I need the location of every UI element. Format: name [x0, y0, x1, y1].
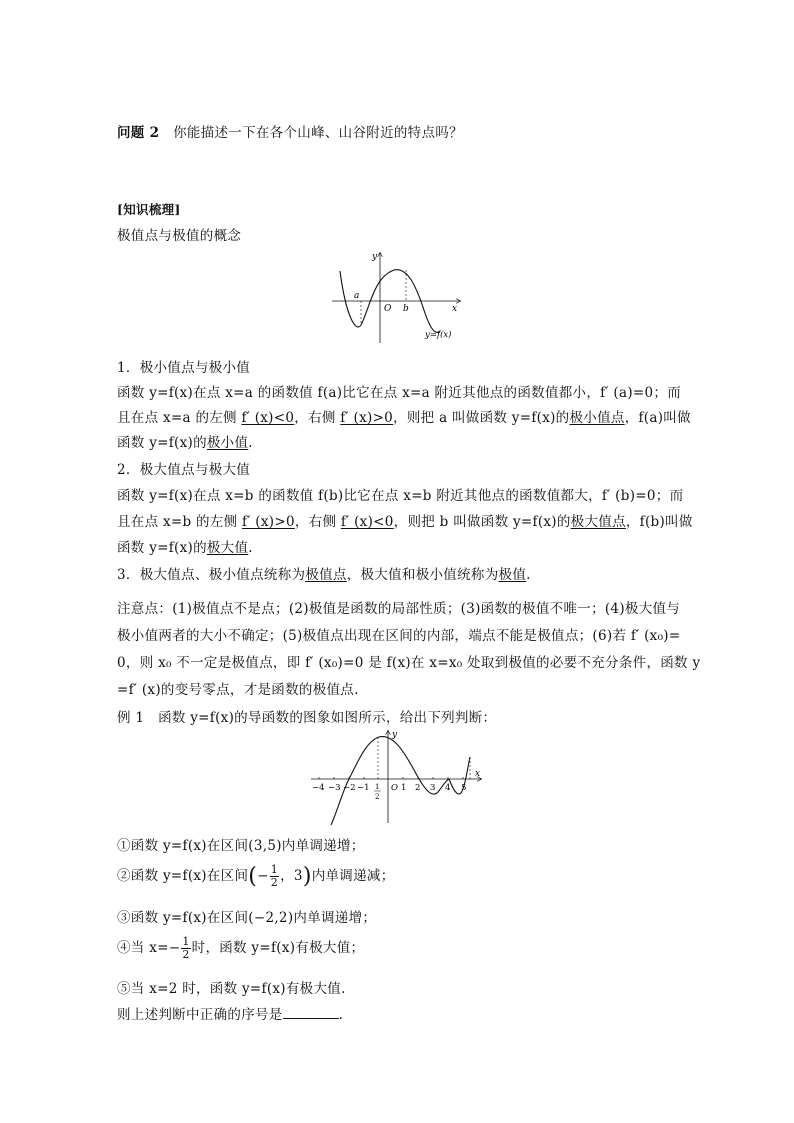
- statement-3: ③函数 y=f(x)在区间(−2,2)内单调递增；: [117, 910, 377, 926]
- answer-blank[interactable]: [283, 1006, 339, 1019]
- p2-l2c: ，右侧: [294, 514, 341, 530]
- p2-l3a: 函数 y=f(x)的: [117, 540, 207, 556]
- section-subtitle: 极值点与极值的概念: [117, 228, 242, 244]
- fraction-denominator: 2: [270, 876, 279, 889]
- p1-l2g: ，f(a)叫做: [624, 410, 691, 426]
- tick-label: −3: [328, 783, 341, 793]
- p3-c: ，极大值和极小值统称为: [346, 567, 499, 583]
- tick-label: −4: [312, 783, 325, 793]
- label-y-2: y: [392, 730, 398, 740]
- fraction-numerator: 1: [270, 863, 279, 876]
- note-line2: 极小值两者的大小不确定；(5)极值点出现在区间的内部，端点不能是极值点；(6)若 f′ (x₀)=: [117, 628, 681, 644]
- note-line3: 0，则 x₀ 不一定是极值点，即 f′ (x₀)=0 是 f(x)在 x=x₀ 处取到极值的必要不充分条件，函数 y: [117, 655, 701, 671]
- p2-l2g: ，f(b)叫做: [625, 514, 693, 530]
- p2-heading: 2．极大值点与极大值: [117, 462, 251, 478]
- derivative-figure: [309, 727, 489, 825]
- statement-2: [117, 864, 395, 889]
- statement-4-prefix: ④当 x=−: [117, 940, 181, 956]
- label-fx: y=f(x): [425, 330, 452, 340]
- p2-l2a: 且在点 x=b 的左侧: [117, 514, 243, 530]
- extrema-figure: [328, 247, 468, 347]
- p1-blank-minpoint: 极小值点: [569, 410, 625, 426]
- p1-line3: [117, 431, 253, 451]
- section-tag: [知识梳理]: [117, 202, 181, 217]
- label-a: a: [354, 291, 360, 301]
- statement-2-suffix: 内单调递减；: [311, 868, 395, 884]
- right-paren: ): [302, 864, 312, 889]
- p2-blank-maxpoint: 极大值点: [570, 514, 626, 530]
- p1-blank-right: f′ (x)>0: [340, 410, 394, 426]
- p1-heading: 1．极小值点与极小值: [117, 360, 251, 376]
- p3-e: .: [526, 567, 531, 583]
- left-paren: (: [248, 864, 258, 889]
- label-x-2: x: [475, 769, 481, 779]
- p1-blank-left: f′ (x)<0: [241, 410, 295, 426]
- fraction-half: [270, 864, 279, 889]
- example-text: 函数 y=f(x)的导函数的图象如图所示，给出下列判断：: [158, 710, 497, 726]
- p2-line3: [117, 536, 253, 556]
- question-text: 你能描述一下在各个山峰、山谷附近的特点吗？: [173, 125, 463, 141]
- p2-blank-right: f′ (x)<0: [340, 514, 394, 530]
- p1-l2c: ，右侧: [294, 410, 341, 426]
- p3-blank-extvalue: 极值: [498, 567, 527, 583]
- p2-line2: [117, 510, 693, 530]
- answer-prompt: [117, 1003, 343, 1023]
- minus-sign: −: [257, 868, 269, 884]
- statement-5: ⑤当 x=2 时，函数 y=f(x)有极大值.: [117, 981, 346, 997]
- question-2: [117, 121, 463, 141]
- tick-label: 2: [415, 783, 421, 793]
- statement-2-prefix: ②函数 y=f(x)在区间: [117, 868, 249, 884]
- label-origin: O: [384, 304, 392, 314]
- half-denominator: 2: [375, 793, 380, 801]
- tick-label: O: [391, 783, 398, 793]
- tick-label: 5: [461, 783, 467, 793]
- label-x: x: [452, 304, 458, 314]
- p1-line1: 函数 y=f(x)在点 x=a 的函数值 f(a)比它在点 x=a 附近其他点的函数值都小，f′ (a)=0；而: [117, 385, 681, 401]
- fraction-half-2: [181, 936, 190, 961]
- fraction-denominator-2: 2: [182, 948, 190, 961]
- tick-label: 1: [401, 783, 407, 793]
- question-label: 问题 2: [117, 125, 160, 141]
- derivative-curve: [331, 737, 470, 825]
- fraction-numerator-2: 1: [182, 935, 190, 948]
- label-b: b: [403, 304, 409, 314]
- tick-label: −2: [343, 783, 356, 793]
- p1-l3a: 函数 y=f(x)的: [117, 435, 207, 451]
- label-y: y: [372, 252, 378, 262]
- interval-end: ，3: [280, 868, 303, 884]
- tick-label: 3: [430, 783, 436, 793]
- p1-l2e: ，则把 a 叫做函数 y=f(x)的: [393, 410, 570, 426]
- statement-4-suffix: 时，函数 y=f(x)有极大值；: [191, 940, 365, 956]
- tick-label: 4: [445, 783, 451, 793]
- half-numerator: 1: [375, 783, 380, 791]
- p1-line2: [117, 406, 691, 426]
- p2-line1: 函数 y=f(x)在点 x=b 的函数值 f(b)比它在点 x=b 附近其他点的函数值都大，f′ (b)=0；而: [117, 488, 684, 504]
- note-line4: =f′ (x)的变号零点，才是函数的极值点.: [117, 682, 359, 698]
- p1-blank-minvalue: 极小值: [206, 435, 249, 451]
- note-line1: 注意点：(1)极值点不是点；(2)极值是函数的局部性质；(3)函数的极值不唯一；(4)极大值与: [117, 601, 681, 617]
- tick-label: −1: [357, 783, 370, 793]
- example-1: [117, 706, 496, 726]
- p2-blank-left: f′ (x)>0: [242, 514, 295, 530]
- p3-line: [117, 563, 531, 583]
- answer-question: 则上述判断中正确的序号是: [117, 1007, 283, 1023]
- p2-l3c: .: [248, 540, 253, 556]
- answer-period: .: [338, 1007, 344, 1023]
- p2-l2e: ，则把 b 叫做函数 y=f(x)的: [393, 514, 571, 530]
- p2-blank-maxvalue: 极大值: [206, 540, 249, 556]
- p1-l2a: 且在点 x=a 的左侧: [117, 410, 242, 426]
- example-label: 例 1: [117, 710, 145, 726]
- statement-4: [117, 936, 364, 961]
- p1-l3c: .: [248, 435, 253, 451]
- p3-blank-extpoint: 极值点: [305, 567, 347, 583]
- statement-1: ①函数 y=f(x)在区间(3,5)内单调递增；: [117, 838, 365, 854]
- p3-a: 3．极大值点、极小值点统称为: [117, 567, 306, 583]
